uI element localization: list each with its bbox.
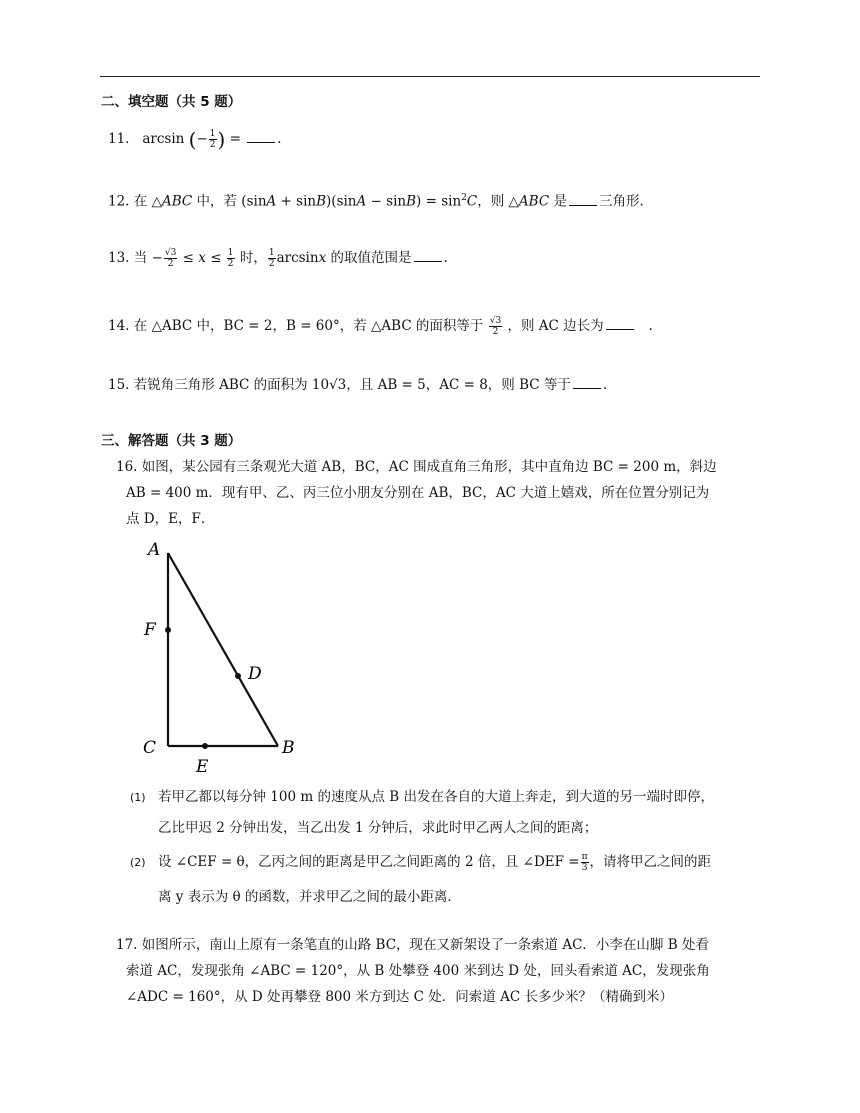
label-e: E <box>196 757 209 777</box>
answer-blank <box>569 193 597 206</box>
label-b: B <box>282 738 295 758</box>
section-title-fill-in: 二、填空题（共 5 题） <box>101 94 242 110</box>
answer-blank <box>573 376 601 389</box>
label-f: F <box>144 620 156 640</box>
question-11: 11. arcsin (− $\frac{1}{2}$ ) = . <box>108 127 282 152</box>
section-title-solve: 三、解答题（共 3 题） <box>101 433 242 449</box>
side-ab <box>168 553 278 746</box>
triangle-figure <box>128 531 308 781</box>
question-16: 16. 如图，某公园有三条观光大道 AB，BC，AC 围成直角三角形，其中直角边 BC = 200 m，斜边 AB = 400 m．现有甲、乙、丙三位小朋友分别在 AB，BC，AC 大道上嬉戏，所在位置分别记为 点 D，E，F． <box>116 459 717 527</box>
question-13: 13. 当 − $\frac{√3}{2}$ ≤ x ≤ $\frac{1}{2}$ 时， $\frac{1}{2}$ arcsinx 的取值范围是 . <box>108 248 448 269</box>
question-15: 15. 若锐角三角形 ABC 的面积为 10√3，且 AB = 5，AC = 8，则 BC 等于 . <box>108 377 608 393</box>
question-14: 14. 在 △ABC 中，BC = 2，B = 60°，若 △ABC 的面积等于 $\frac{√3}{2}$ ，则 AC 边长为 . <box>108 316 653 337</box>
point-e <box>202 743 208 749</box>
label-c: C <box>143 738 157 758</box>
question-17: 17. 如图所示，南山上原有一条笔直的山路 BC，现在又新架设了一条索道 AC．小李在山脚 B 处看 索道 AC，发现张角 ∠ABC = 120°，从 B 处攀登 400 米到达 D 处，回头看索道 AC，发现张角 ∠ADC = 160°，从 D 处再攀登 800 米方到达 C 处．问索道 AC 长多少米？（精确到米） <box>116 937 710 1005</box>
fraction: $\frac{1}{2}$ <box>209 129 216 150</box>
question-number: 11. <box>108 131 130 147</box>
answer-blank <box>414 249 442 262</box>
top-divider <box>100 76 760 77</box>
answer-blank <box>247 130 275 143</box>
label-a: A <box>148 540 161 560</box>
arcsin-func: arcsin <box>142 131 185 147</box>
label-d: D <box>248 664 262 684</box>
point-d <box>235 673 241 679</box>
question-16-part-1: (1) 若甲乙都以每分钟 100 m 的速度从点 B 出发在各自的大道上奔走，到大道的另一端时即停， 乙比甲迟 2 分钟出发，当乙出发 1 分钟后，求此时甲乙两人之间的距离； <box>130 789 714 836</box>
point-f <box>165 627 171 633</box>
question-16-part-2: (2) 设 ∠CEF = θ，乙丙之间的距离是甲乙之间距离的 2 倍，且 ∠DEF = $\frac{\pi}{3}$ ，请将甲乙之间的距 离 y 表示为 θ 的函数，并求甲乙之间的最小距离． <box>130 852 712 905</box>
answer-blank <box>606 317 634 330</box>
question-12: 12. 在 △ABC 中，若 $(\sin A + \sin B)(\sin A - \sin B) = \sin^2C$，则 △ABC 是 三角形. <box>108 193 644 210</box>
